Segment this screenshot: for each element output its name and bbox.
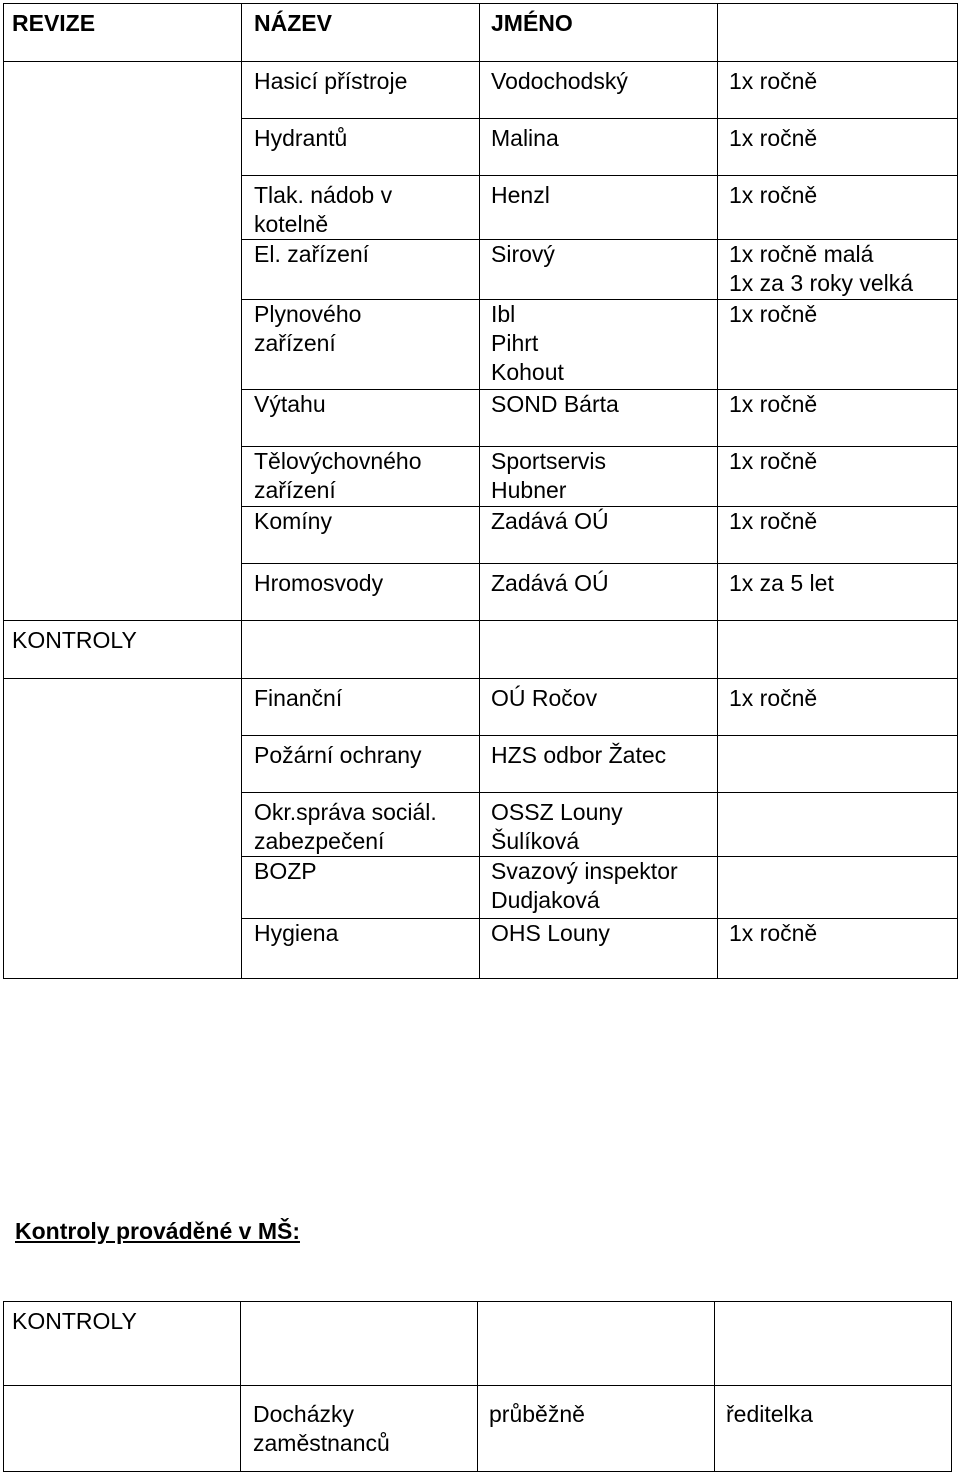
kontroly-label: KONTROLY [4,621,242,679]
table-row [4,621,958,679]
ms-kontroly-label: KONTROLY [4,1302,241,1386]
empty-cell [718,621,958,679]
revize-frequency: 1x ročně [718,176,958,240]
table-row [4,240,958,300]
empty-cell [242,621,480,679]
kontrola-person: HZS odbor Žatec [480,736,718,793]
revize-name: Komíny [242,507,480,564]
revize-name: El. zařízení [242,240,480,300]
revize-name: Plynového zařízení [242,300,480,390]
revize-person: Zadává OÚ [480,564,718,621]
kontrola-frequency: 1x ročně [718,679,958,736]
kontrola-person: OHS Louny [480,919,718,979]
revize-person: Malina [480,119,718,176]
revize-name: Hromosvody [242,564,480,621]
revize-frequency: 1x za 5 let [718,564,958,621]
kontrola-frequency: 1x ročně [718,919,958,979]
header-revize: REVIZE [4,4,242,62]
ms-kontroly-table [3,1301,952,1472]
kontrola-person: OÚ Ročov [480,679,718,736]
kontrola-name: Okr.správa sociál. zabezpečení [242,793,480,857]
revize-left-col [4,240,242,621]
revize-person: Vodochodský [480,62,718,119]
revize-name: Výtahu [242,390,480,447]
empty-cell [480,621,718,679]
table-row [4,679,958,736]
revize-frequency: 1x ročně [718,62,958,119]
empty-cell [241,1302,478,1386]
revize-frequency: 1x ročně [718,119,958,176]
revize-person: SOND Bárta [480,390,718,447]
revize-frequency: 1x ročně malá 1x za 3 roky velká [718,240,958,300]
revize-person: Sportservis Hubner [480,447,718,507]
revize-person: Henzl [480,176,718,240]
revize-person: Ibl Pihrt Kohout [480,300,718,390]
revize-name: Hasicí přístroje [242,62,480,119]
empty-cell [478,1302,715,1386]
ms-section-heading: Kontroly prováděné v MŠ: [15,1218,300,1244]
revize-frequency: 1x ročně [718,390,958,447]
kontrola-frequency [718,736,958,793]
ms-kontrola-name: Docházky zaměstnanců [241,1386,478,1472]
revize-person: Sirový [480,240,718,300]
kontrola-person: Svazový inspektor Dudjaková [480,857,718,919]
ms-kontrola-frequency: průběžně [478,1386,715,1472]
kontrola-person: OSSZ Louny Šulíková [480,793,718,857]
kontroly-left-col [4,679,242,979]
empty-cell [4,1386,241,1472]
empty-cell [715,1302,952,1386]
revize-name: Tlak. nádob v kotelně [242,176,480,240]
revize-frequency: 1x ročně [718,447,958,507]
revize-person: Zadává OÚ [480,507,718,564]
kontrola-name: BOZP [242,857,480,919]
kontrola-frequency [718,857,958,919]
revize-table [3,3,958,979]
revize-left-col [4,62,242,240]
table-row [4,62,958,119]
header-nazev: NÁZEV [242,4,480,62]
revize-name: Hydrantů [242,119,480,176]
ms-kontrola-responsible: ředitelka [715,1386,952,1472]
table-row [4,1386,952,1472]
revize-frequency: 1x ročně [718,300,958,390]
revize-name: Tělovýchovného zařízení [242,447,480,507]
kontrola-frequency [718,793,958,857]
header-empty [718,4,958,62]
kontrola-name: Finanční [242,679,480,736]
header-jmeno: JMÉNO [480,4,718,62]
kontrola-name: Požární ochrany [242,736,480,793]
revize-frequency: 1x ročně [718,507,958,564]
kontrola-name: Hygiena [242,919,480,979]
